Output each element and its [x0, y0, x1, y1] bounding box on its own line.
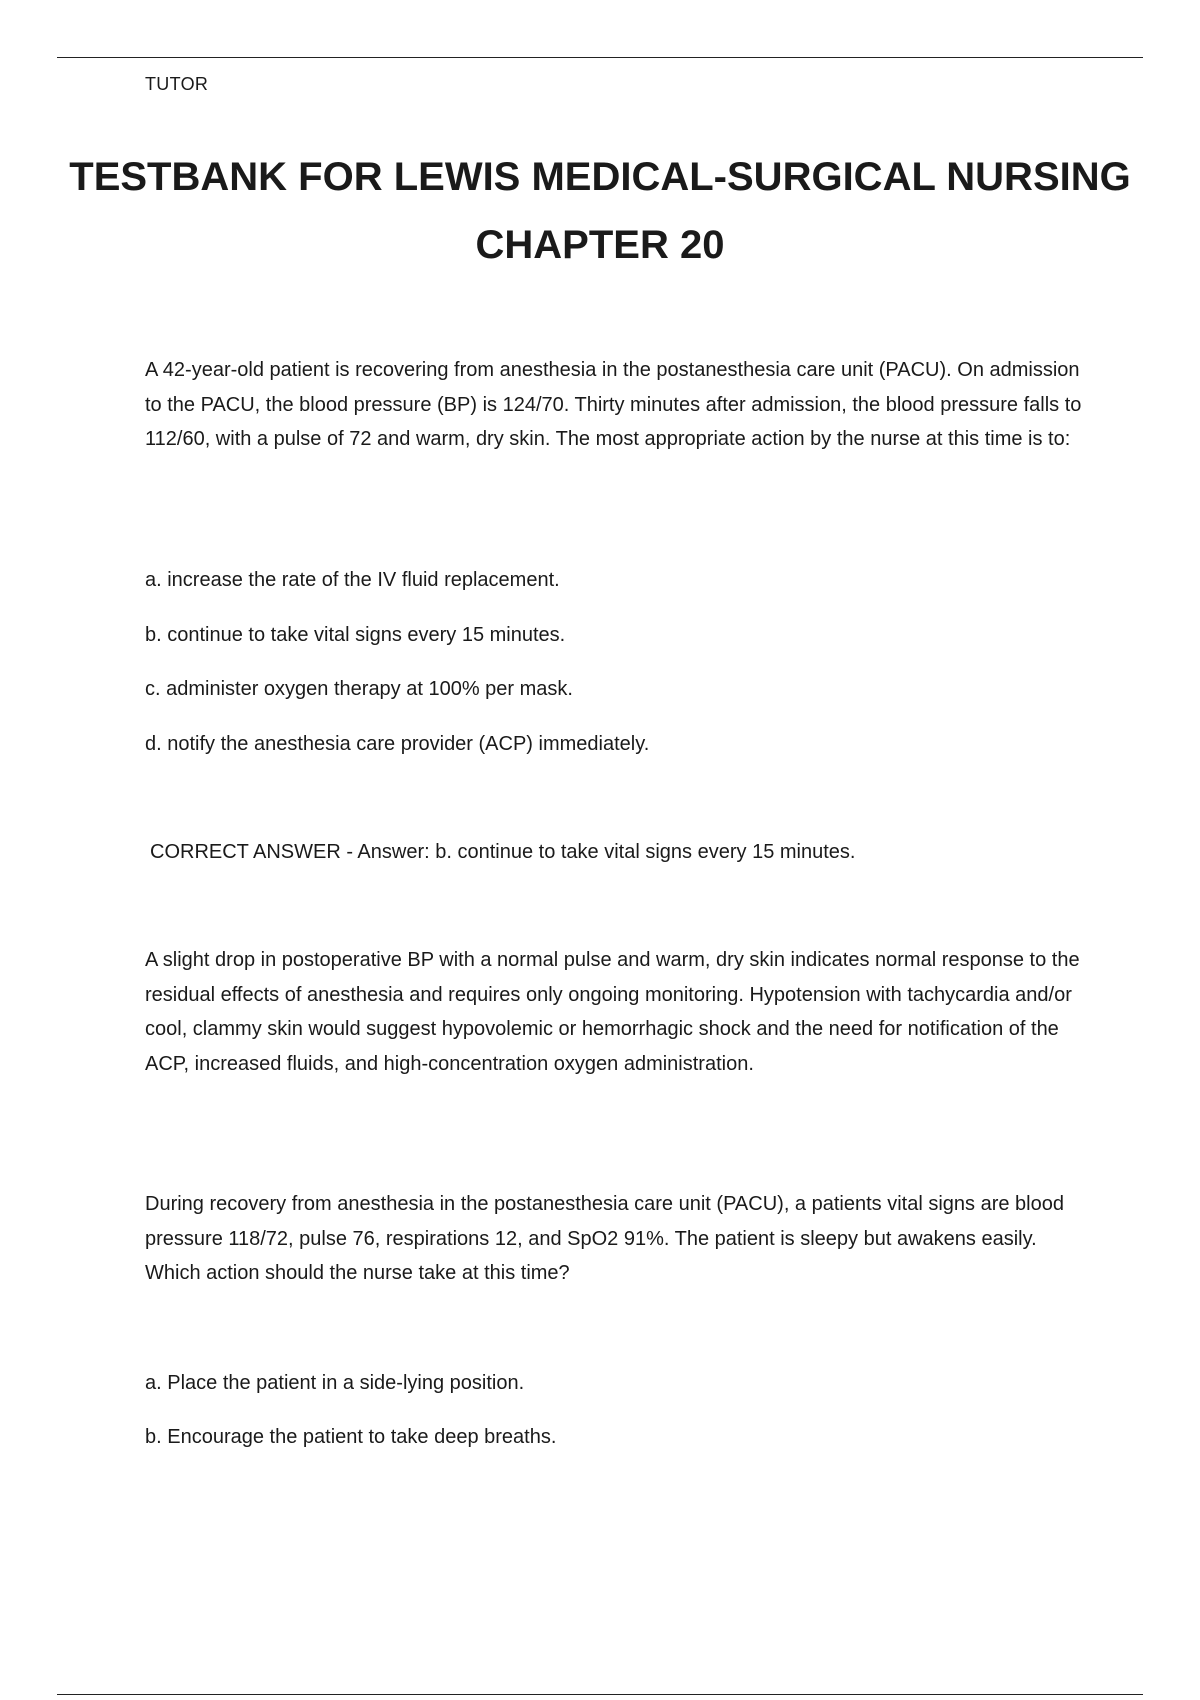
header-label: TUTOR [145, 74, 209, 94]
question-1-option-a: a. increase the rate of the IV fluid replacement. [145, 569, 560, 591]
question-1-rationale: A slight drop in postoperative BP with a normal pulse and warm, dry skin indicates normal response to the residual effects of anesthesia and requires only ongoing monitoring. Hypotension with tachycardia and/or cool, clammy skin would suggest hypovolemic or hemorrhagic shock and the need for notification of the ACP, increased fluids, and high-concentration oxygen administration. [145, 949, 1080, 1075]
question-1-correct-answer: CORRECT ANSWER - Answer: b. continue to take vital signs every 15 minutes. [150, 841, 856, 863]
document-title: TESTBANK FOR LEWIS MEDICAL-SURGICAL NURSING CHAPTER 20 [69, 155, 1131, 267]
question-2-option-a: a. Place the patient in a side-lying position. [145, 1372, 525, 1394]
question-2-option-b: b. Encourage the patient to take deep breaths. [145, 1426, 557, 1448]
question-1-option-b: b. continue to take vital signs every 15 minutes. [145, 624, 566, 646]
bottom-rule [57, 1694, 1143, 1695]
question-2-stem: During recovery from anesthesia in the postanesthesia care unit (PACU), a patients vital signs are blood pressure 118/72, pulse 76, respirations 12, and SpO2 91%. The patient is sleepy but awakens easily. Which action should the nurse take at this time? [145, 1193, 1064, 1284]
question-1-option-c: c. administer oxygen therapy at 100% per mask. [145, 678, 573, 700]
question-1-stem: A 42-year-old patient is recovering from anesthesia in the postanesthesia care unit (PACU). On admission to the PACU, the blood pressure (BP) is 124/70. Thirty minutes after admission, the blood pressure falls to 112/60, with a pulse of 72 and warm, dry skin. The most appropriate action by the nurse at this time is to: [145, 359, 1082, 450]
top-rule [57, 57, 1143, 58]
question-1-option-d: d. notify the anesthesia care provider (ACP) immediately. [145, 733, 650, 755]
